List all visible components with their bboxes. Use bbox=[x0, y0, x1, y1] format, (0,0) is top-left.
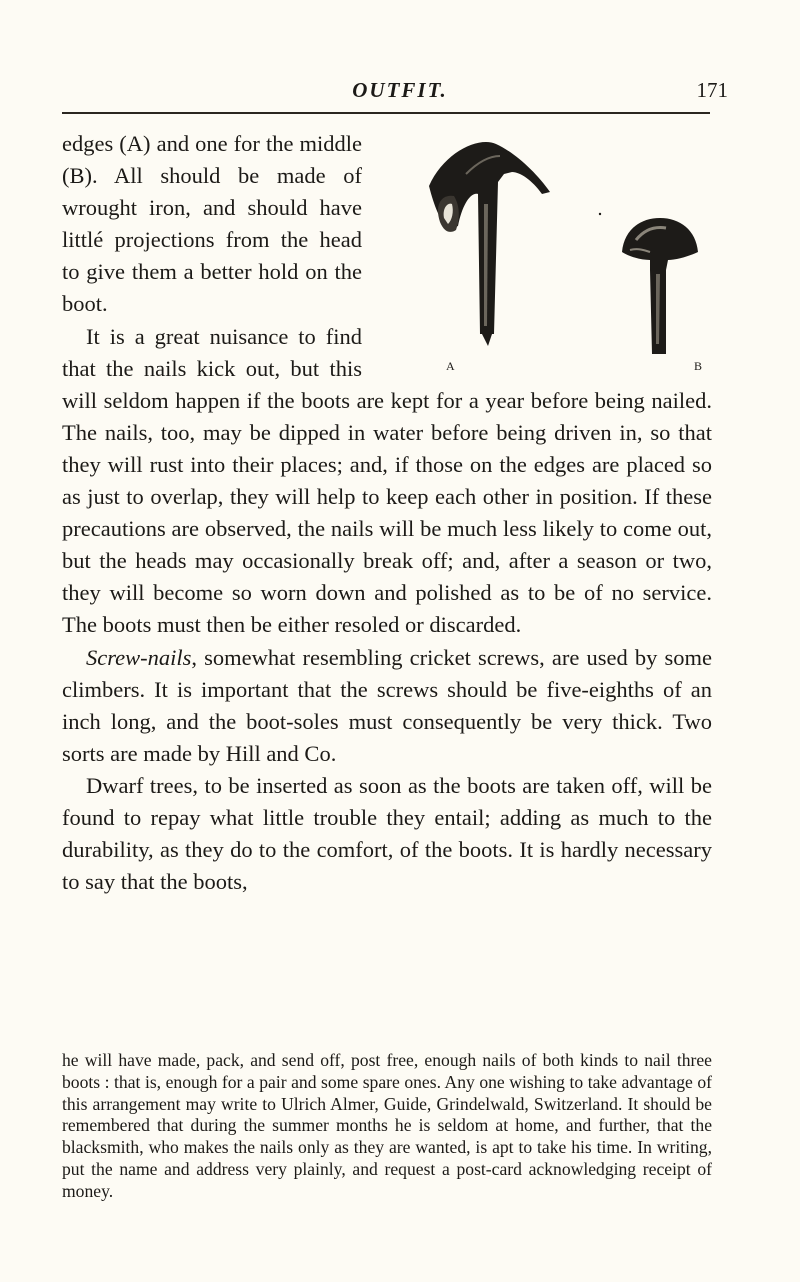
page-header bbox=[60, 78, 740, 102]
middle-nail-b bbox=[622, 218, 698, 354]
figure-label-a: A bbox=[446, 359, 456, 373]
footnote bbox=[62, 1050, 712, 1203]
footnote-text: he will have made, pack, and send off, post free, enough nails of both kinds to nail three boots : that is, enough for a pair and some spare ones. Any one wishing to take advantage of this arrangement may write to Ulrich Almer, Guide, Grindelwald, Switzerland. It should be remembered that during the summer months he is seldom at home, and further, that the blacksmith, who makes the nails only as they are wanted, is apt to take his time. In writing, put the name and address very plainly, and request a post-card acknowledging receipt of money. bbox=[62, 1050, 712, 1201]
paragraph-2-text: It is a great nuisance to find that the nails kick out, but this will seldom happen if the boots are kept for a year before being nailed. The nails, too, may be dipped in water before being driven in, so that they will rust into their places; and, if those on the edges are placed so as just to overlap, they will help to keep each other in position. If these precautions are observed, the nails will be much less likely to come out, but the heads may occasionally break off; and, after a season or two, they will become so worn down and polished as to be of no service. The boots must then be either resoled or discarded. bbox=[62, 323, 712, 638]
header-rule bbox=[62, 112, 710, 114]
boot-nails-illustration bbox=[374, 134, 712, 354]
figure-label-b: B bbox=[694, 359, 704, 373]
boot-nails-figure bbox=[374, 128, 712, 380]
screw-nails-term: Screw-nails bbox=[86, 644, 192, 670]
body-text bbox=[62, 128, 712, 898]
paragraph-3-text: , somewhat resembling cricket screws, are used by some climbers. It is important that the screws should be five-eighths of an inch long, and the boot-soles must consequently be very thick. Two sorts are made by Hill and Co. bbox=[62, 644, 712, 766]
page-number: 171 bbox=[696, 78, 728, 102]
paragraph-4-text: Dwarf trees, to be inserted as soon as the boots are taken off, will be found to repay what little trouble they entail; adding as much to the durability, as they do to the comfort, of the boots. It is hardly necessary to say that the boots, bbox=[62, 772, 712, 895]
paragraph-1-text: edges (A) and one for the middle (B). All should be made of wrought iron, and should have littlé projections from the head to give them a better hold on the boot. bbox=[62, 131, 362, 317]
edge-nail-a bbox=[429, 142, 550, 346]
running-title: OUTFIT. bbox=[352, 78, 448, 102]
paragraph-4 bbox=[62, 770, 712, 898]
paragraph-3 bbox=[62, 642, 712, 770]
